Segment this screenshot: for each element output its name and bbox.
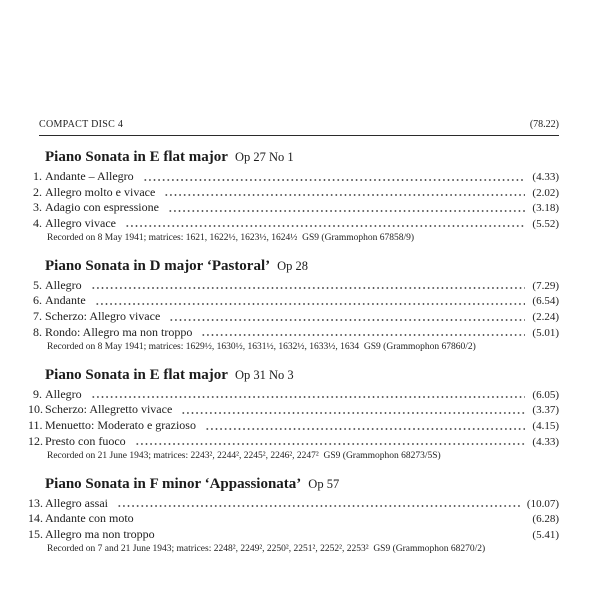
sonata-section xyxy=(28,476,559,556)
track-row xyxy=(28,387,559,403)
track-row xyxy=(28,511,559,527)
dotted-leader xyxy=(205,428,525,430)
track-number: 15. xyxy=(28,526,43,541)
track-time: (3.18) xyxy=(532,202,559,215)
dotted-leader xyxy=(91,287,526,289)
disc-header xyxy=(39,119,559,136)
track-number: 7. xyxy=(33,309,42,324)
track-row xyxy=(28,200,559,216)
track-time: (5.52) xyxy=(532,217,559,230)
track-number: 2. xyxy=(33,184,42,199)
dotted-leader xyxy=(168,210,525,212)
track-row xyxy=(28,527,559,543)
track-time: (4.33) xyxy=(532,171,559,183)
sonata-heading xyxy=(45,149,559,166)
track-time: (5.41) xyxy=(532,528,559,541)
track-title: Andante xyxy=(45,293,86,308)
disc-total-time: (78.22) xyxy=(529,119,559,130)
track-time: (6.28) xyxy=(532,513,559,526)
recording-note: Recorded on 7 and 21 June 1943; matrices: 2248², 2249², 2250², 2251², 2252², 2253² GS9 (Grammophon 68270/2) xyxy=(47,544,486,555)
track-row xyxy=(28,185,559,201)
sonata-heading xyxy=(45,476,559,493)
track-time: (5.01) xyxy=(532,326,559,339)
sonata-heading xyxy=(45,367,559,384)
dotted-leader xyxy=(95,303,526,305)
recording-note: Recorded on 8 May 1941; matrices: 1621, 1622½, 1623½, 1624½ GS9 (Grammophon 67858/9) xyxy=(47,233,415,244)
track-time: (7.29) xyxy=(532,279,559,292)
track-row xyxy=(28,434,559,450)
sonata-section xyxy=(28,258,559,354)
track-time: (3.37) xyxy=(532,404,559,417)
booklet-page xyxy=(28,119,559,558)
dotted-leader xyxy=(169,319,525,321)
sonata-section xyxy=(28,367,559,463)
track-time: (4.33) xyxy=(532,435,559,448)
track-number: 4. xyxy=(33,215,42,230)
track-title: Scherzo: Allegretto vivace xyxy=(45,402,173,417)
track-title: Andante – Allegro xyxy=(45,169,134,183)
dotted-leader xyxy=(117,505,520,507)
track-time: (2.02) xyxy=(532,186,559,199)
track-time: (4.15) xyxy=(532,419,559,432)
dotted-leader xyxy=(143,179,526,181)
track-row xyxy=(28,278,559,294)
track-number: 9. xyxy=(33,386,42,401)
dotted-leader xyxy=(135,443,526,445)
track-title: Allegro xyxy=(45,386,82,401)
track-row xyxy=(28,309,559,325)
dotted-leader xyxy=(125,225,525,227)
track-time: (6.54) xyxy=(532,295,559,308)
track-number: 1. xyxy=(33,169,42,183)
track-title: Allegro vivace xyxy=(45,215,116,230)
dotted-leader xyxy=(91,396,526,398)
track-title: Rondo: Allegro ma non troppo xyxy=(45,324,193,339)
track-row xyxy=(28,496,559,512)
sonata-section xyxy=(28,149,559,245)
track-time: (2.24) xyxy=(532,311,559,324)
opus-number: Op 27 No 1 xyxy=(234,150,294,164)
sonata-title: Piano Sonata in F minor ‘Appassionata’ xyxy=(45,475,302,492)
track-number: 13. xyxy=(28,495,43,510)
track-number: 3. xyxy=(33,200,42,215)
track-title: Adagio con espressione xyxy=(45,200,159,215)
track-row xyxy=(28,169,559,185)
track-title: Allegro xyxy=(45,277,82,292)
track-title: Allegro ma non troppo xyxy=(45,526,155,541)
opus-number: Op 28 xyxy=(277,258,309,273)
sonata-title: Piano Sonata in D major ‘Pastoral’ xyxy=(45,257,271,274)
track-title: Andante con moto xyxy=(45,511,134,526)
track-title: Allegro assai xyxy=(45,495,108,510)
track-title: Presto con fuoco xyxy=(45,433,126,448)
dotted-leader xyxy=(181,412,525,414)
track-row xyxy=(28,325,559,341)
track-number: 11. xyxy=(28,417,43,432)
sonata-title: Piano Sonata in E flat major xyxy=(45,149,228,165)
track-time: (6.05) xyxy=(532,388,559,401)
disc-title: COMPACT DISC 4 xyxy=(39,119,124,130)
recording-note: Recorded on 21 June 1943; matrices: 2243², 2244², 2245², 2246², 2247² GS9 (Grammophon 68273/5S) xyxy=(47,451,441,462)
recording-note: Recorded on 8 May 1941; matrices: 1629½, 1630½, 1631½, 1632½, 1633½, 1634 GS9 (Grammophon 67860/2) xyxy=(47,342,476,353)
track-title: Scherzo: Allegro vivace xyxy=(45,309,161,324)
track-title: Allegro molto e vivace xyxy=(45,184,156,199)
dotted-leader xyxy=(164,194,525,196)
dotted-leader xyxy=(201,334,525,336)
sonata-title: Piano Sonata in E flat major xyxy=(45,366,228,383)
opus-number: Op 57 xyxy=(308,476,340,491)
track-number: 10. xyxy=(28,402,43,417)
track-row xyxy=(28,216,559,232)
track-number: 14. xyxy=(28,511,43,526)
track-time: (10.07) xyxy=(526,497,559,510)
track-row xyxy=(28,418,559,434)
opus-number: Op 31 No 3 xyxy=(234,367,294,382)
track-number: 5. xyxy=(33,277,42,292)
track-number: 6. xyxy=(33,293,42,308)
track-number: 12. xyxy=(28,433,43,448)
track-row xyxy=(28,402,559,418)
sonata-heading xyxy=(45,258,559,275)
track-row xyxy=(28,293,559,309)
track-number: 8. xyxy=(33,324,42,339)
track-title: Menuetto: Moderato e grazioso xyxy=(45,417,196,432)
